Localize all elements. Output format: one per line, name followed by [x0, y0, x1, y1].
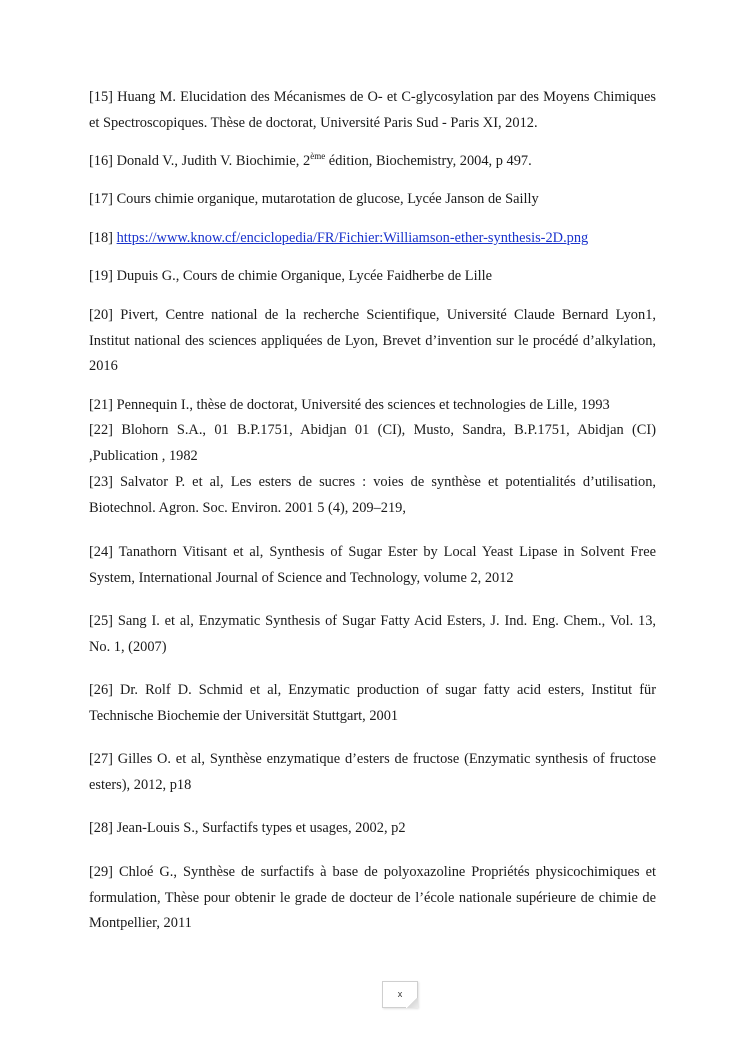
reference-24: [24] Tanathorn Vitisant et al, Synthesis of Sugar Ester by Local Yeast Lipase in Solvent Free System, International Journal of Science and Technology, volume 2, 2012	[89, 544, 656, 586]
reference-16: [16] Donald V., Judith V. Biochimie, 2ème édition, Biochemistry, 2004, p 497.	[89, 151, 532, 169]
reference-15: [15] Huang M. Elucidation des Mécanismes de O- et C-glycosylation par des Moyens Chimiques et Spectroscopiques. Thèse de doctorat, Université Paris Sud - Paris XI, 2012.	[89, 89, 656, 131]
page-number: x	[397, 989, 403, 999]
page-curl-decoration	[406, 998, 418, 1008]
reference-17: [17] Cours chimie organique, mutarotation de glucose, Lycée Janson de Sailly	[89, 191, 539, 207]
reference-21: [21] Pennequin I., thèse de doctorat, Université des sciences et technologies de Lille, 1993	[89, 397, 610, 413]
reference-27: [27] Gilles O. et al, Synthèse enzymatique d’esters de fructose (Enzymatic synthesis of fructose esters), 2012, p18	[89, 751, 656, 793]
reference-18: [18] https://www.know.cf/enciclopedia/FR/Fichier:Williamson-ether-synthesis-2D.png	[89, 230, 589, 246]
reference-19: [19] Dupuis G., Cours de chimie Organique, Lycée Faidherbe de Lille	[89, 268, 492, 284]
page-number-box	[382, 981, 418, 1008]
reference-29: [29] Chloé G., Synthèse de surfactifs à base de polyoxazoline Propriétés physicochimiques et formulation, Thèse pour obtenir le grade de docteur de l’école nationale supérieure de chimie de Montpellier, 2011	[89, 864, 656, 931]
reference-28: [28] Jean-Louis S., Surfactifs types et usages, 2002, p2	[89, 820, 406, 836]
reference-26: [26] Dr. Rolf D. Schmid et al, Enzymatic production of sugar fatty acid esters, Institut für Technische Biochemie der Universität Stuttgart, 2001	[89, 682, 656, 724]
reference-25: [25] Sang I. et al, Enzymatic Synthesis of Sugar Fatty Acid Esters, J. Ind. Eng. Chem., Vol. 13, No. 1, (2007)	[89, 613, 656, 655]
reference-20: [20] Pivert, Centre national de la recherche Scientifique, Université Claude Bernard Lyon1, Institut national des sciences appliquées de Lyon, Brevet d’invention sur le procédé d’alkylation, 2016	[89, 307, 656, 374]
reference-22: [22] Blohorn S.A., 01 B.P.1751, Abidjan 01 (CI), Musto, Sandra, B.P.1751, Abidjan (CI) ,Publication , 1982	[89, 422, 656, 464]
reference-18-link[interactable]: https://www.know.cf/enciclopedia/FR/Fichier:Williamson-ether-synthesis-2D.png	[116, 230, 589, 246]
reference-23: [23] Salvator P. et al, Les esters de sucres : voies de synthèse et potentialités d’utilisation, Biotechnol. Agron. Soc. Environ. 2001 5 (4), 209–219,	[89, 474, 656, 516]
